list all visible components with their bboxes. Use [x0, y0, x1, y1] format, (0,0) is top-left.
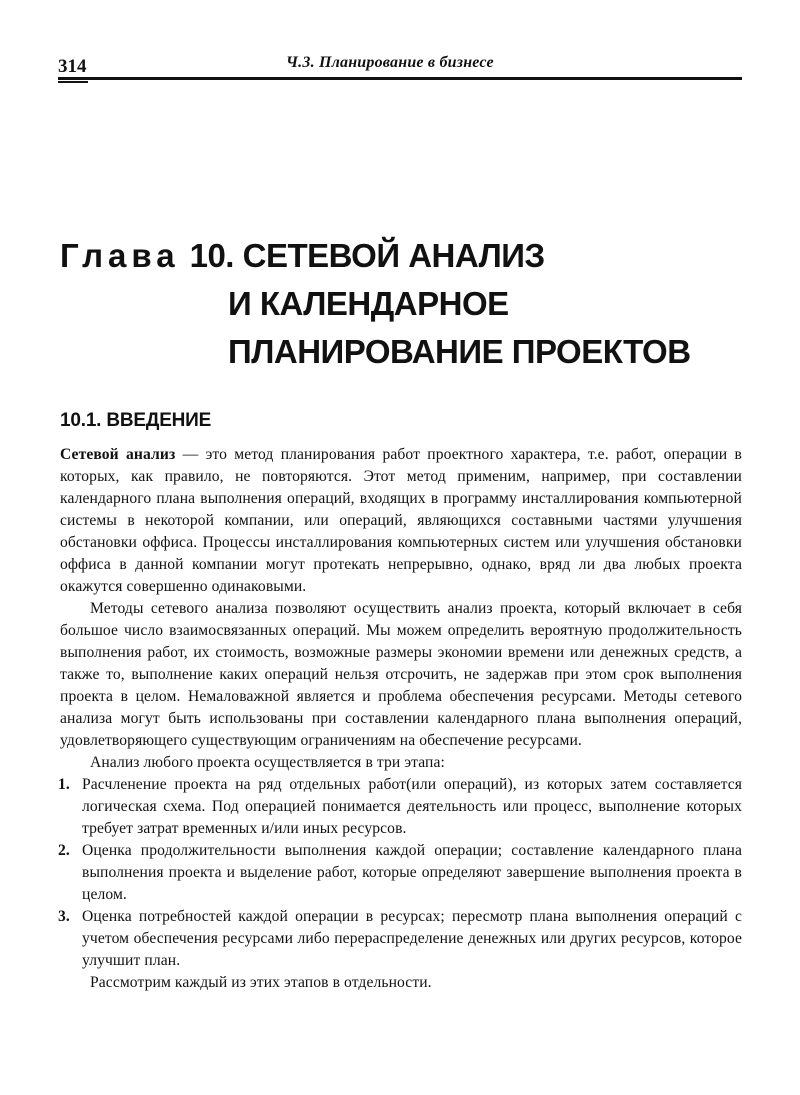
page-number-underline [58, 81, 88, 83]
steps-list [60, 774, 742, 972]
list-item [60, 774, 742, 840]
chapter-title-line-2: И КАЛЕНДАРНОЕ [228, 285, 509, 322]
list-item [60, 840, 742, 906]
paragraph-2: Методы сетевого анализа позволяют осуществить анализ проекта, который включает в себя большое число взаимосвязанных операций. Мы можем определить вероятную продолжительность выполнения работ, их стоимость, возможные размеры экономии времени или денежных средств, а также то, выполнение каких операций нельзя отсрочить, не задержав при этом срок выполнения проекта в целом. Немаловажной является и проблема обеспечения ресурсами. Методы сетевого анализа могут быть использованы при составлении календарного плана выполнения операций, удовлетворяющего существующим ограничениям на обеспечение ресурсами. [60, 600, 742, 749]
list-item-text: Оценка потребностей каждой операции в ресурсах; пересмотр плана выполнения операций с учетом обеспечения ресурсами либо перераспределение денежных или других ресурсов, которое улучшит план. [82, 908, 742, 969]
page-number: 314 [58, 56, 87, 77]
list-item-text: Оценка продолжительности выполнения каждой операции; составление календарного плана выполнения проекта и выделение работ, которые определяют завершение выполнения проекта в целом. [82, 842, 742, 903]
paragraph-3: Анализ любого проекта осуществляется в три этапа: [90, 754, 445, 771]
header-rule [58, 77, 742, 80]
chapter-title-text-1: 10. СЕТЕВОЙ АНАЛИЗ [189, 237, 545, 274]
list-item-number: 1. [58, 776, 70, 793]
paragraph-1 [60, 444, 742, 598]
running-section-title: Ч.3. Планирование в бизнесе [286, 54, 494, 71]
paragraph-4: Рассмотрим каждый из этих этапов в отдельности. [90, 974, 432, 991]
chapter-title-line-3: ПЛАНИРОВАНИЕ ПРОЕКТОВ [228, 333, 691, 370]
list-item [60, 906, 742, 972]
list-item-text: Расчленение проекта на ряд отдельных работ(или операций), из которых затем составляется логическая схема. Под операцией понимается деятельность или процесс, выполнение которых требует затрат временных и/или иных ресурсов. [82, 776, 742, 837]
body-text [60, 444, 742, 994]
chapter-label: Глава [60, 237, 180, 274]
chapter-title [60, 232, 760, 376]
term-network-analysis: Сетевой анализ [60, 446, 176, 463]
chapter-title-line-1 [60, 232, 760, 280]
list-item-number: 3. [58, 908, 70, 925]
list-item-number: 2. [58, 842, 70, 859]
paragraph-1-text: — это метод планирования работ проектного характера, т.е. работ, операции в которых, как правило, не повторяются. Этот метод применим, например, при составлении календарного плана выполнения операций, входящих в программу инсталлирования компьютерной системы в некоторой компании, или операций, являющихся составными частями улучшения обстановки оффиса. Процессы инсталлирования компьютерных систем или улучшения обстановки оффиса в данной компании могут протекать непрерывно, однако, вряд ли два любых проекта окажутся совершенно одинаковыми. [60, 446, 742, 595]
section-heading: 10.1. ВВЕДЕНИЕ [60, 410, 212, 431]
